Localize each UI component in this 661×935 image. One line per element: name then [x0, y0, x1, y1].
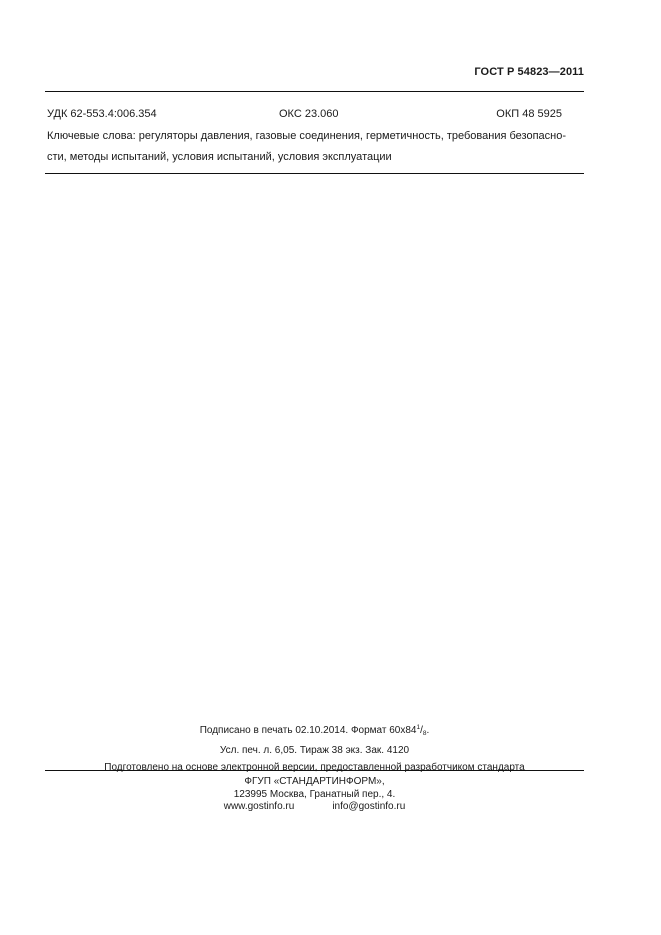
- header-divider: [45, 91, 584, 92]
- okp-code: ОКП 48 5925: [496, 108, 562, 120]
- keywords-line-2: сти, методы испытаний, условия испытаний, условия эксплуатации: [47, 151, 392, 163]
- oks-code: ОКС 23.060: [279, 108, 339, 120]
- format-dot: .: [426, 725, 430, 736]
- signed-for-print: [45, 719, 584, 742]
- email-link[interactable]: info@gostinfo.ru: [332, 801, 406, 812]
- format-denominator: 8: [422, 730, 427, 737]
- signed-text: Подписано в печать 02.10.2014. Формат 60x84: [199, 725, 417, 736]
- publisher-contacts: [224, 801, 406, 814]
- format-numerator: 1: [416, 724, 421, 731]
- prepared-note: Подготовлено на основе электронной версии, предоставленной разработчиком стандарта: [104, 762, 525, 773]
- format-slash: /: [420, 725, 423, 736]
- print-info: Усл. печ. л. 6,05. Тираж 38 экз. Зак. 4120: [219, 745, 410, 756]
- classification-row: [47, 108, 562, 122]
- footer-divider: [45, 770, 584, 771]
- publisher-name: ФГУП «СТАНДАРТИНФОРМ»,: [244, 776, 385, 787]
- imprint-block: [45, 719, 584, 776]
- website-link[interactable]: www.gostinfo.ru: [223, 801, 295, 812]
- publisher-block: [45, 776, 584, 814]
- publisher-address: 123995 Москва, Гранатный пер., 4.: [233, 788, 396, 800]
- keywords-divider: [45, 173, 584, 174]
- keywords-block: [47, 126, 587, 168]
- udk-code: УДК 62-553.4:006.354: [47, 108, 157, 120]
- document-code: ГОСТ Р 54823—2011: [474, 66, 584, 78]
- keywords-line-1: Ключевые слова: регуляторы давления, газовые соединения, герметичность, требования безопасно-: [47, 130, 567, 142]
